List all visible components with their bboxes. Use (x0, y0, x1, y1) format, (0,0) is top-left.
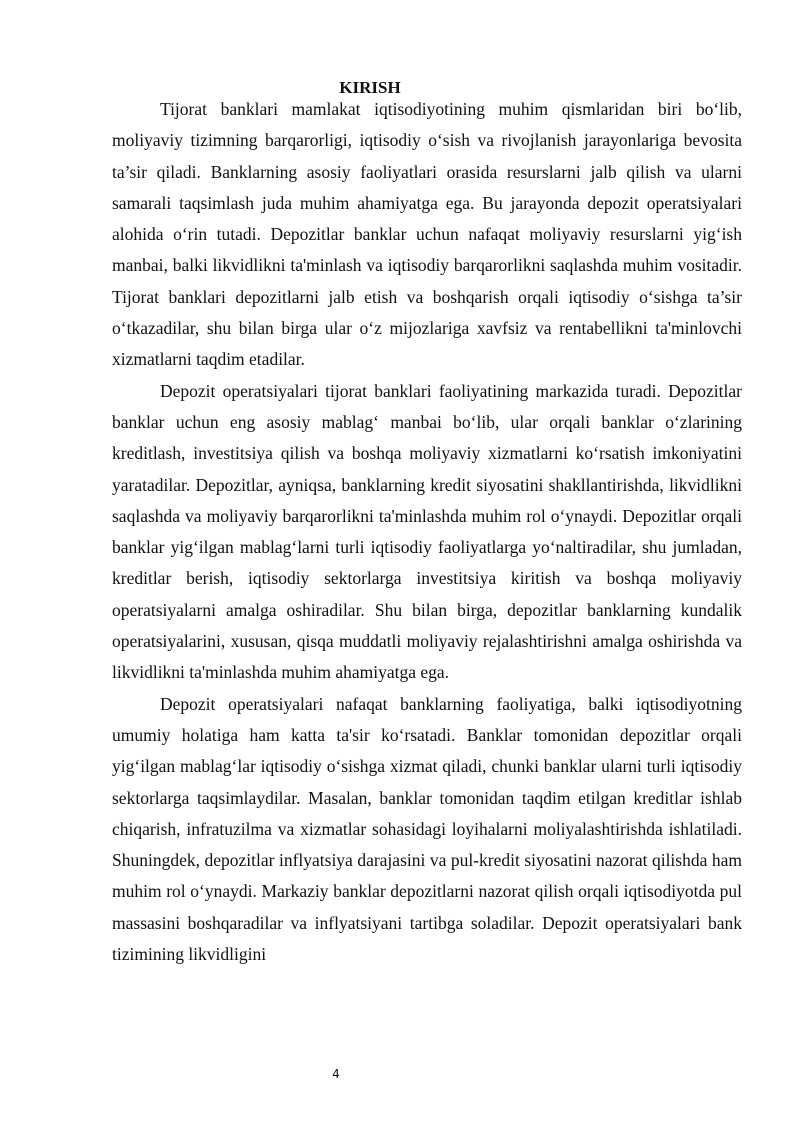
page-title: KIRISH (339, 78, 401, 97)
paragraph-1: Tijorat banklari mamlakat iqtisodiyotining muhim qismlaridan biri bo‘lib, moliyaviy tizimning barqarorligi, iqtisodiy o‘sish va rivojlanish jarayonlariga bevosita ta’sir qiladi. Banklarning asosiy faoliyatlari orasida resurslarni jalb qilish va ularni samarali taqsimlash juda muhim ahamiyatga ega. Bu jarayonda depozit operatsiyalari alohida o‘rin tutadi. Depozitlar banklar uchun nafaqat moliyaviy resurslarni yig‘ish manbai, balki likvidlikni ta'minlash va iqtisodiy barqarorlikni saqlashda muhim vositadir. Tijorat banklari depozitlarni jalb etish va boshqarish orqali iqtisodiy o‘sishga ta’sir o‘tkazadilar, shu bilan birga ular o‘z mijozlariga xavfsiz va rentabellikni ta'minlovchi xizmatlarni taqdim etadilar. (112, 99, 742, 370)
paragraph-2: Depozit operatsiyalari tijorat banklari faoliyatining markazida turadi. Depozitlar banklar uchun eng asosiy mablag‘ manbai bo‘lib, ular orqali banklar o‘zlarining kreditlash, investitsiya qilish va boshqa moliyaviy xizmatlarni ko‘rsatish imkoniyatini yaratadilar. Depozitlar, ayniqsa, banklarning kredit siyosatini shakllantirishda, likvidlikni saqlashda va moliyaviy barqarorlikni ta'minlashda muhim rol o‘ynaydi. Depozitlar orqali banklar yig‘ilgan mablag‘larni turli iqtisodiy faoliyatlarga yo‘naltiradilar, shu jumladan, kreditlar berish, iqtisodiy sektorlarga investitsiya kiritish va boshqa moliyaviy operatsiyalarni amalga oshiradilar. Shu bilan birga, depozitlar banklarning kundalik operatsiyalarini, xususan, qisqa muddatli moliyaviy rejalashtirishni amalga oshirishda va likvidlikni ta'minlashda muhim ahamiyatga ega. (112, 380, 742, 683)
page-number: 4 (332, 1067, 340, 1081)
paragraph-3: Depozit operatsiyalari nafaqat banklarning faoliyatiga, balki iqtisodiyotning umumiy holatiga ham katta ta'sir ko‘rsatadi. Banklar tomonidan depozitlar orqali yig‘ilgan mablag‘lar iqtisodiy o‘sishga xizmat qiladi, chunki banklar ularni turli iqtisodiy sektorlarga taqsimlaydilar. Masalan, banklar tomonidan taqdim etilgan kreditlar ishlab chiqarish, infratuzilma va xizmatlar sohasidagi loyihalarni moliyalashtirishda ishlatiladi. Shuningdek, depozitlar inflyatsiya darajasini va pul-kredit siyosatini nazorat qilishda ham muhim rol o‘ynaydi. Markaziy banklar depozitlarni nazorat qilish orqali iqtisodiyotda pul massasini boshqaradilar va inflyatsiyani tartibga soladilar. Depozit operatsiyalari bank tizimining likvidligini (112, 693, 742, 965)
body-text (112, 94, 742, 970)
